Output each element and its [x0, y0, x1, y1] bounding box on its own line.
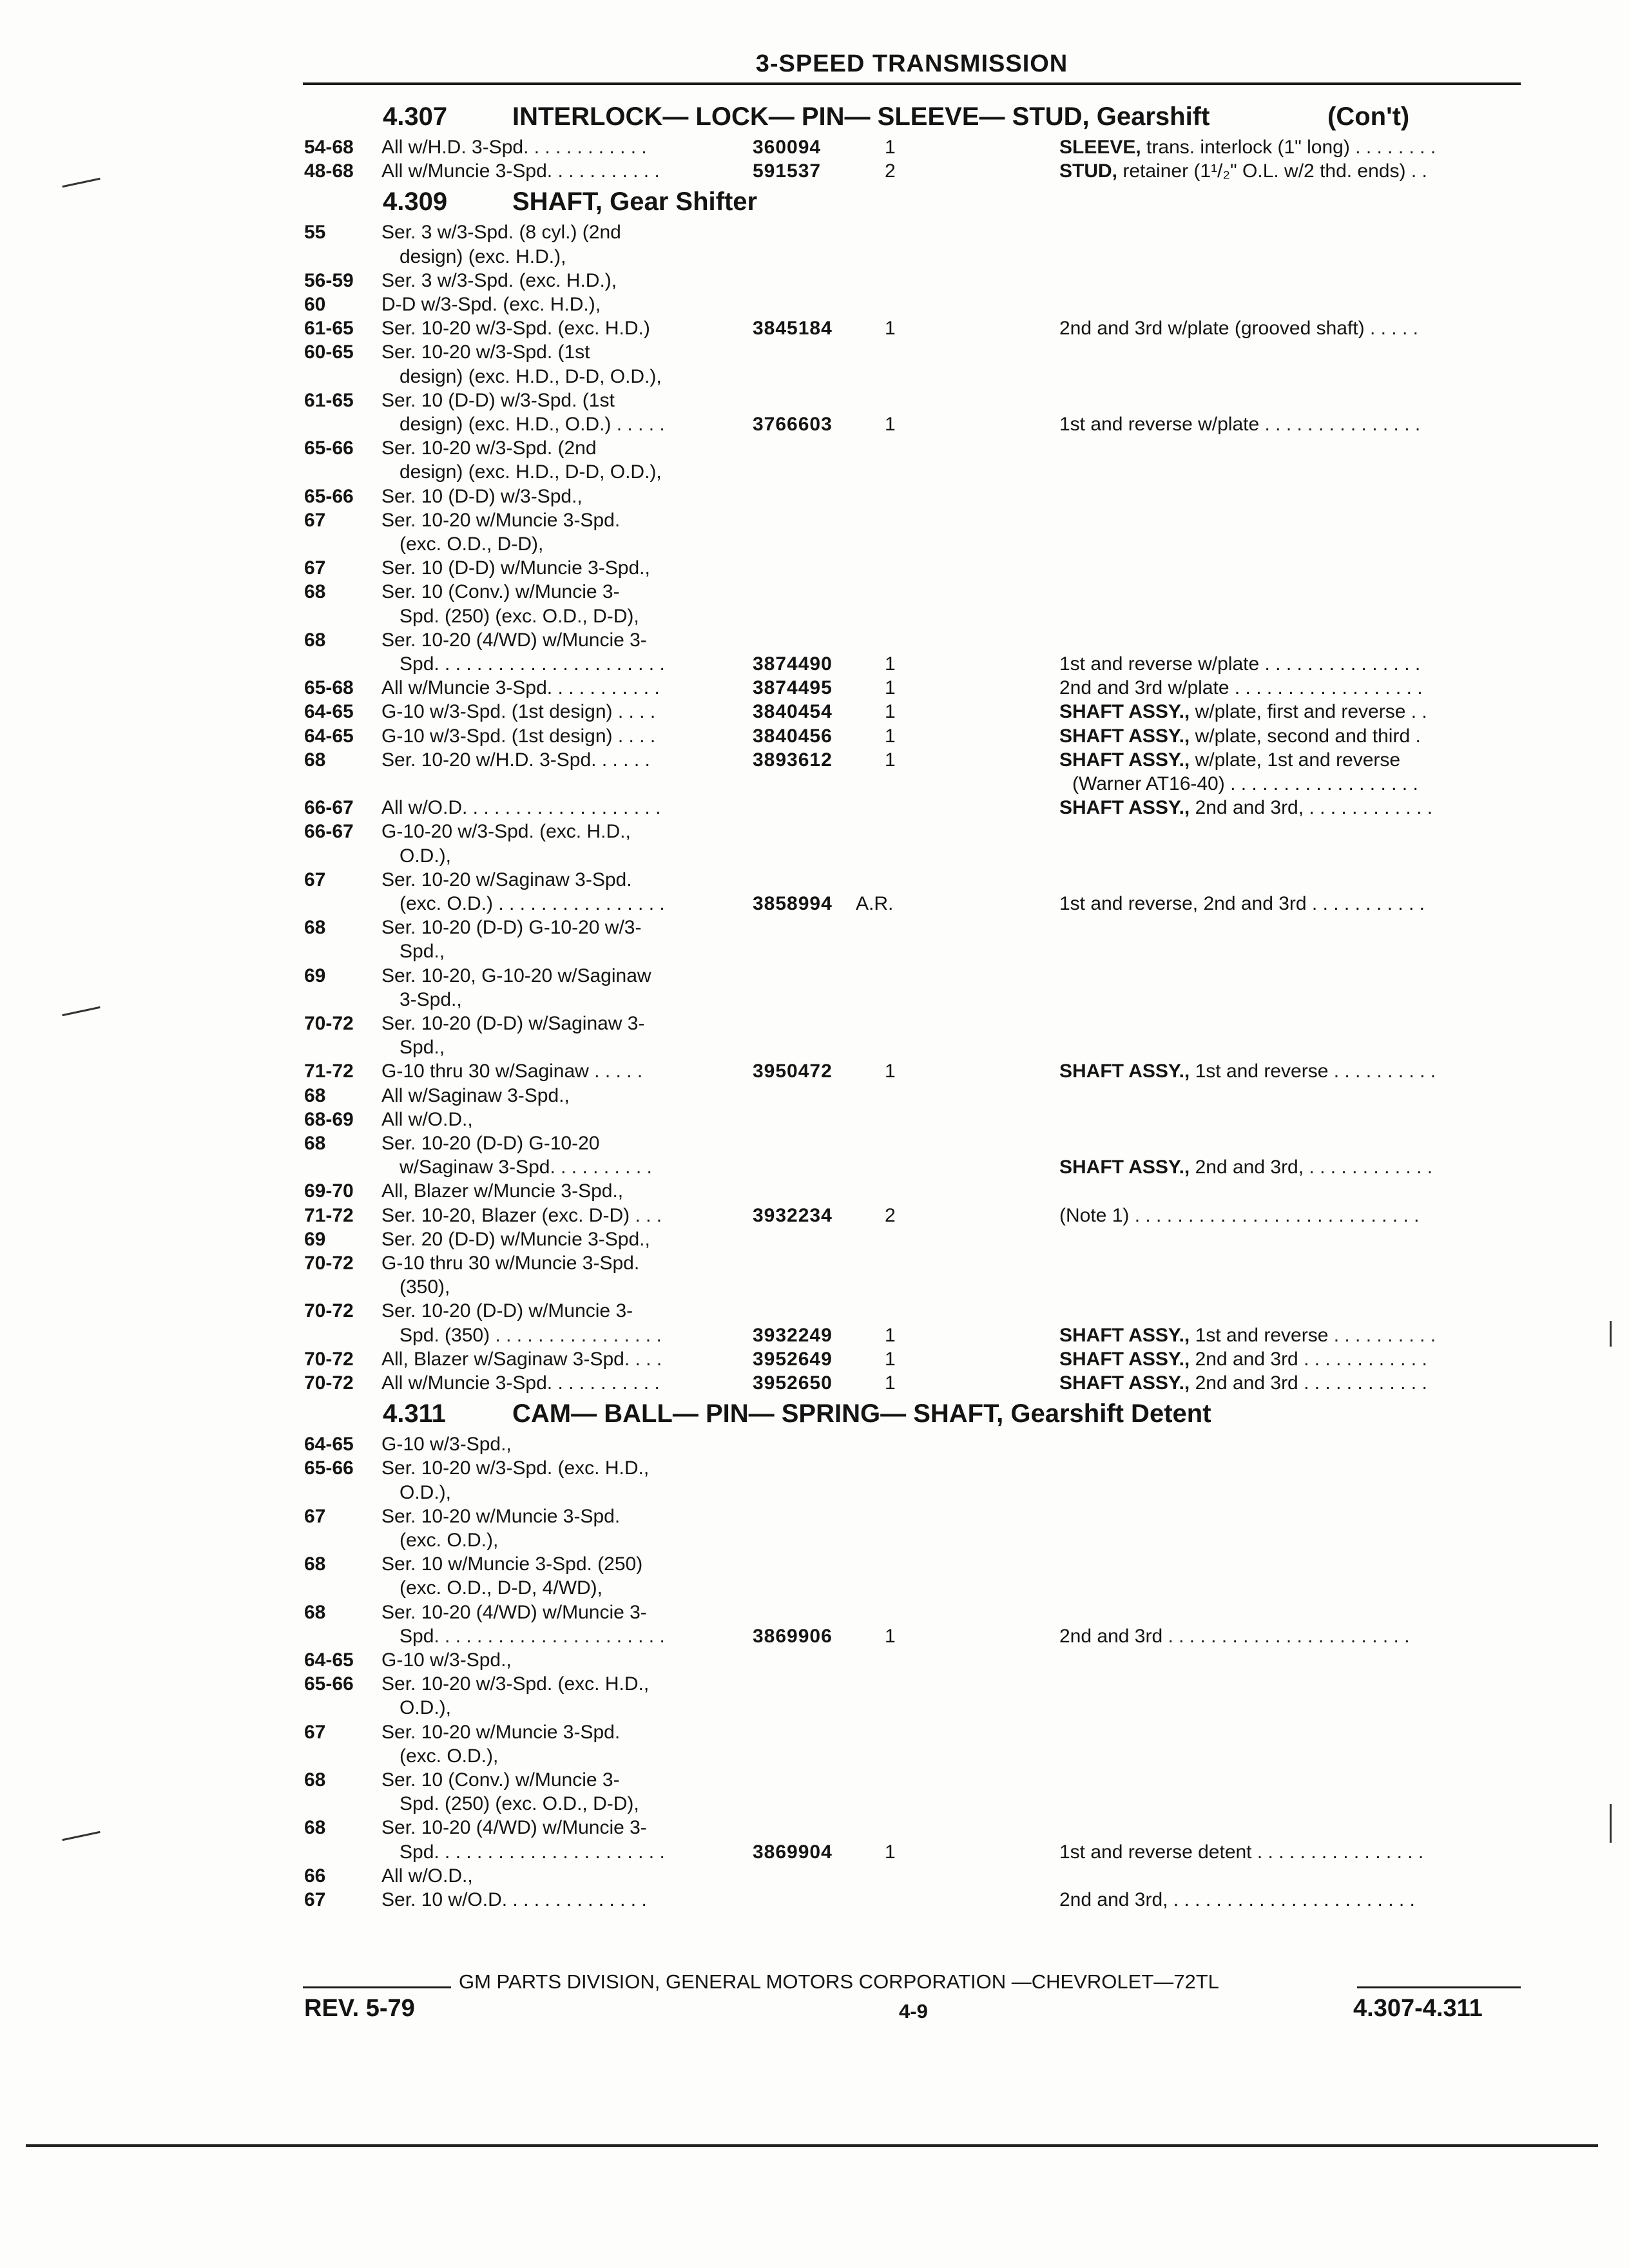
model-year: 48-68: [304, 160, 354, 182]
table-row: [0, 412, 1629, 438]
part-description: SHAFT ASSY., w/plate, second and third .: [1059, 725, 1421, 747]
header-rule: [303, 82, 1521, 85]
scan-bottom-edge: [26, 2144, 1598, 2147]
model-year: 64-65: [304, 1434, 354, 1456]
table-row: [0, 1155, 1629, 1181]
part-number: 3869906: [753, 1625, 833, 1647]
part-description: 2nd and 3rd . . . . . . . . . . . . . . . . . . . . . . .: [1059, 1625, 1410, 1647]
model-year: 70-72: [304, 1372, 354, 1394]
section-number: 4.307: [383, 102, 448, 131]
part-description: 1st and reverse detent . . . . . . . . . . . . . . . .: [1059, 1841, 1424, 1863]
part-number: 3952649: [753, 1348, 833, 1370]
table-row: [0, 1600, 1629, 1626]
table-row: [0, 1251, 1629, 1277]
part-description: SHAFT ASSY., 1st and reverse . . . . . . . . . .: [1059, 1061, 1436, 1082]
table-row: [0, 1768, 1629, 1794]
model-year: 67: [304, 509, 326, 531]
model-year: 54-68: [304, 137, 354, 158]
section-number: 4.311: [383, 1399, 446, 1428]
quantity: 1: [885, 1324, 896, 1346]
table-row: [0, 652, 1629, 678]
table-row: [0, 293, 1629, 318]
model-year: 68: [304, 1133, 326, 1154]
model-year: 69-70: [304, 1180, 354, 1202]
quantity: A.R.: [856, 893, 894, 914]
table-row: [0, 485, 1629, 510]
part-number: 3858994: [753, 893, 833, 914]
table-row: [0, 868, 1629, 894]
model-year: 68: [304, 1817, 326, 1839]
table-row: [0, 676, 1629, 702]
application-description: Ser. 10-20 w/Muncie 3-Spd.: [381, 1505, 621, 1527]
table-row: [0, 1323, 1629, 1349]
table-row: [0, 580, 1629, 606]
model-year: 67: [304, 1721, 326, 1743]
application-description: Spd.,: [400, 1037, 445, 1059]
model-year: 56-59: [304, 269, 354, 291]
scan-edge-mark: [1610, 1804, 1612, 1843]
table-row: [0, 844, 1629, 870]
section-number: 4.309: [383, 187, 448, 216]
table-row: [0, 604, 1629, 630]
table-row: [0, 1179, 1629, 1205]
part-number: 3932249: [753, 1324, 833, 1346]
model-year: 68: [304, 749, 326, 771]
table-row: [0, 1204, 1629, 1229]
footer-section-range: 4.307-4.311: [1353, 1995, 1483, 2022]
model-year: 68: [304, 1769, 326, 1791]
model-year: 65-66: [304, 1673, 354, 1695]
part-number: 591537: [753, 160, 822, 182]
application-description: (exc. O.D., D-D),: [400, 533, 544, 555]
table-row: [0, 1012, 1629, 1037]
application-description: Spd. (350) . . . . . . . . . . . . . . . .: [400, 1324, 662, 1346]
application-description: D-D w/3-Spd. (exc. H.D.),: [381, 294, 601, 315]
table-row: [0, 245, 1629, 271]
table-row: [0, 1624, 1629, 1650]
table-row: [0, 772, 1629, 798]
application-description: All w/O.D.,: [381, 1865, 473, 1887]
model-year: 65-66: [304, 1457, 354, 1479]
model-year: 64-65: [304, 1649, 354, 1671]
section-continued: (Con't): [1327, 102, 1410, 131]
scan-edge-mark: [1610, 1321, 1612, 1347]
application-description: G-10 w/3-Spd. (1st design) . . . .: [381, 701, 656, 723]
table-row: [0, 532, 1629, 558]
application-description: Spd. (250) (exc. O.D., D-D),: [400, 1793, 639, 1815]
model-year: 67: [304, 1505, 326, 1527]
part-description: 1st and reverse, 2nd and 3rd . . . . . . . . . . .: [1059, 893, 1425, 914]
part-number: 3840456: [753, 725, 833, 747]
quantity: 1: [885, 414, 896, 435]
section-title: SHAFT, Gear Shifter: [512, 187, 758, 216]
table-row: [0, 1371, 1629, 1397]
part-number: 3893612: [753, 749, 833, 771]
application-description: design) (exc. H.D., D-D, O.D.),: [400, 461, 662, 483]
table-row: [0, 820, 1629, 845]
application-description: All w/Muncie 3-Spd. . . . . . . . . . .: [381, 1372, 660, 1394]
application-description: Spd. . . . . . . . . . . . . . . . . . . . . .: [400, 653, 665, 675]
section-title: INTERLOCK— LOCK— PIN— SLEEVE— STUD, Gearshift: [512, 102, 1210, 131]
quantity: 1: [885, 653, 896, 675]
application-description: w/Saginaw 3-Spd. . . . . . . . . .: [400, 1157, 652, 1178]
application-description: design) (exc. H.D.),: [400, 245, 566, 267]
quantity: 1: [885, 725, 896, 747]
part-description: SHAFT ASSY., w/plate, first and reverse . .: [1059, 701, 1427, 723]
application-description: (exc. O.D.),: [400, 1745, 499, 1767]
section-title: CAM— BALL— PIN— SPRING— SHAFT, Gearshift Detent: [512, 1399, 1211, 1428]
model-year: 70-72: [304, 1013, 354, 1034]
application-description: Ser. 10 (D-D) w/3-Spd.,: [381, 485, 583, 507]
table-row: [0, 508, 1629, 534]
model-year: 68: [304, 917, 326, 939]
application-description: Ser. 10-20 (D-D) w/Saginaw 3-: [381, 1013, 645, 1034]
table-row: [0, 1576, 1629, 1602]
table-row: [0, 556, 1629, 582]
footer-rule-right: [1357, 1986, 1521, 1988]
application-description: G-10 w/3-Spd.,: [381, 1434, 512, 1456]
table-row: [0, 748, 1629, 774]
table-row: [0, 1456, 1629, 1482]
table-row: [0, 1084, 1629, 1110]
model-year: 70-72: [304, 1253, 354, 1274]
table-row: [0, 1792, 1629, 1818]
application-description: Ser. 10 w/O.D. . . . . . . . . . . . . .: [381, 1889, 647, 1910]
application-description: Ser. 10-20 (4/WD) w/Muncie 3-: [381, 1817, 647, 1839]
page-header: 3-SPEED TRANSMISSION: [755, 50, 1068, 77]
table-row: [0, 1816, 1629, 1841]
part-description: 1st and reverse w/plate . . . . . . . . . . . . . . .: [1059, 653, 1421, 675]
application-description: Ser. 10 (Conv.) w/Muncie 3-: [381, 1769, 620, 1791]
application-description: All w/H.D. 3-Spd. . . . . . . . . . . .: [381, 137, 647, 158]
footer-rule-left: [303, 1986, 451, 1988]
part-number: 360094: [753, 137, 822, 158]
application-description: G-10 w/3-Spd.,: [381, 1649, 512, 1671]
table-row: [0, 1481, 1629, 1506]
part-number: 3869904: [753, 1841, 833, 1863]
application-description: design) (exc. H.D., D-D, O.D.),: [400, 365, 662, 387]
application-description: Ser. 10 (D-D) w/Muncie 3-Spd.,: [381, 557, 650, 579]
application-description: Ser. 10-20 w/3-Spd. (exc. H.D.,: [381, 1673, 650, 1695]
model-year: 67: [304, 557, 326, 579]
table-row: [0, 1744, 1629, 1770]
application-description: Ser. 10-20 w/Saginaw 3-Spd.: [381, 869, 632, 890]
application-description: Ser. 20 (D-D) w/Muncie 3-Spd.,: [381, 1228, 650, 1250]
application-description: Ser. 10-20, Blazer (exc. D-D) . . .: [381, 1204, 662, 1226]
model-year: 70-72: [304, 1348, 354, 1370]
table-row: [0, 269, 1629, 294]
model-year: 60: [304, 294, 326, 315]
model-year: 64-65: [304, 701, 354, 723]
quantity: 1: [885, 1061, 896, 1082]
model-year: 67: [304, 869, 326, 890]
application-description: O.D.),: [400, 845, 451, 867]
application-description: Ser. 10-20 w/3-Spd. (exc. H.D.): [381, 318, 650, 340]
application-description: All, Blazer w/Saginaw 3-Spd. . . .: [381, 1348, 662, 1370]
model-year: 60-65: [304, 341, 354, 363]
table-row: [0, 1227, 1629, 1253]
model-year: 68-69: [304, 1108, 354, 1130]
part-description: SHAFT ASSY., 2nd and 3rd . . . . . . . . . . . .: [1059, 1348, 1427, 1370]
table-row: [0, 1275, 1629, 1301]
table-row: [0, 1528, 1629, 1554]
application-description: Ser. 3 w/3-Spd. (8 cyl.) (2nd: [381, 222, 621, 244]
part-number: 3874495: [753, 677, 833, 699]
application-description: All w/Muncie 3-Spd. . . . . . . . . . .: [381, 677, 660, 699]
application-description: Ser. 10-20 w/H.D. 3-Spd. . . . . .: [381, 749, 650, 771]
model-year: 68: [304, 1553, 326, 1575]
application-description: Ser. 10-20 (D-D) G-10-20 w/3-: [381, 917, 642, 939]
application-description: Ser. 10-20 w/Muncie 3-Spd.: [381, 509, 621, 531]
table-row: [0, 436, 1629, 462]
part-number: 3845184: [753, 318, 833, 340]
part-description: 2nd and 3rd, . . . . . . . . . . . . . . . . . . . . . . .: [1059, 1889, 1415, 1910]
application-description: Ser. 10 (D-D) w/3-Spd. (1st: [381, 389, 615, 411]
quantity: 1: [885, 318, 896, 340]
quantity: 1: [885, 1372, 896, 1394]
quantity: 1: [885, 1841, 896, 1863]
application-description: O.D.),: [400, 1697, 451, 1719]
table-row: [0, 1035, 1629, 1061]
part-description: (Warner AT16-40) . . . . . . . . . . . . . . . . . .: [1072, 773, 1418, 794]
table-row: [0, 628, 1629, 654]
table-row: [0, 1864, 1629, 1890]
model-year: 66-67: [304, 821, 354, 843]
table-row: [0, 1720, 1629, 1746]
model-year: 61-65: [304, 318, 354, 340]
model-year: 68: [304, 1601, 326, 1623]
table-row: [0, 460, 1629, 486]
quantity: 1: [885, 701, 896, 723]
application-description: Ser. 10-20 (4/WD) w/Muncie 3-: [381, 1601, 647, 1623]
part-description: SHAFT ASSY., 1st and reverse . . . . . . . . . .: [1059, 1324, 1436, 1346]
table-row: [0, 1840, 1629, 1866]
application-description: G-10-20 w/3-Spd. (exc. H.D.,: [381, 821, 631, 843]
model-year: 65-66: [304, 485, 354, 507]
part-description: SLEEVE, trans. interlock (1" long) . . . . . . . .: [1059, 137, 1436, 158]
part-number: 3840454: [753, 701, 833, 723]
table-row: [0, 1059, 1629, 1085]
application-description: Ser. 10-20, G-10-20 w/Saginaw: [381, 965, 651, 986]
table-row: [0, 1672, 1629, 1698]
application-description: (350),: [400, 1276, 450, 1298]
table-row: [0, 316, 1629, 342]
footer-revision: REV. 5-79: [304, 1995, 415, 2022]
model-year: 55: [304, 222, 326, 244]
table-row: [0, 389, 1629, 414]
application-description: All, Blazer w/Muncie 3-Spd.,: [381, 1180, 624, 1202]
application-description: G-10 thru 30 w/Saginaw . . . . .: [381, 1061, 643, 1082]
table-row: [0, 135, 1629, 161]
table-row: [0, 700, 1629, 726]
table-row: [0, 724, 1629, 750]
part-description: 2nd and 3rd w/plate . . . . . . . . . . . . . . . . . .: [1059, 677, 1423, 699]
application-description: O.D.),: [400, 1481, 451, 1503]
quantity: 1: [885, 1348, 896, 1370]
application-description: Spd. . . . . . . . . . . . . . . . . . . . . .: [400, 1625, 665, 1647]
part-description: 2nd and 3rd w/plate (grooved shaft) . . . . .: [1059, 318, 1418, 340]
application-description: (exc. O.D.),: [400, 1530, 499, 1551]
model-year: 68: [304, 581, 326, 603]
table-row: [0, 796, 1629, 822]
model-year: 69: [304, 965, 326, 986]
table-row: [0, 1131, 1629, 1157]
table-row: [0, 916, 1629, 941]
table-row: [0, 1648, 1629, 1674]
part-number: 3874490: [753, 653, 833, 675]
table-row: [0, 365, 1629, 390]
part-description: (Note 1) . . . . . . . . . . . . . . . . . . . . . . . . . . .: [1059, 1204, 1420, 1226]
table-row: [0, 1888, 1629, 1914]
application-description: All w/Saginaw 3-Spd.,: [381, 1084, 570, 1106]
part-description: 1st and reverse w/plate . . . . . . . . . . . . . . .: [1059, 414, 1421, 435]
quantity: 2: [885, 1204, 896, 1226]
part-description: SHAFT ASSY., 2nd and 3rd . . . . . . . . . . . .: [1059, 1372, 1427, 1394]
part-description: STUD, retainer (1¹/₂" O.L. w/2 thd. ends) . .: [1059, 160, 1427, 182]
quantity: 2: [885, 160, 896, 182]
application-description: All w/Muncie 3-Spd. . . . . . . . . . .: [381, 160, 660, 182]
application-description: All w/O.D.,: [381, 1108, 473, 1130]
model-year: 68: [304, 1084, 326, 1106]
quantity: 1: [885, 1625, 896, 1647]
table-row: [0, 892, 1629, 918]
application-description: Ser. 10-20 w/3-Spd. (2nd: [381, 437, 597, 459]
quantity: 1: [885, 137, 896, 158]
application-description: 3-Spd.,: [400, 988, 462, 1010]
application-description: Ser. 3 w/3-Spd. (exc. H.D.),: [381, 269, 617, 291]
table-row: [0, 939, 1629, 965]
model-year: 64-65: [304, 725, 354, 747]
part-number: 3766603: [753, 414, 833, 435]
model-year: 71-72: [304, 1061, 354, 1082]
application-description: All w/O.D. . . . . . . . . . . . . . . . . . .: [381, 797, 661, 819]
model-year: 65-68: [304, 677, 354, 699]
application-description: Ser. 10 (Conv.) w/Muncie 3-: [381, 581, 620, 603]
application-description: Spd.,: [400, 941, 445, 963]
table-row: [0, 1108, 1629, 1133]
quantity: 1: [885, 749, 896, 771]
table-row: [0, 988, 1629, 1014]
part-number: 3950472: [753, 1061, 833, 1082]
application-description: G-10 thru 30 w/Muncie 3-Spd.: [381, 1253, 640, 1274]
application-description: design) (exc. H.D., O.D.) . . . . .: [400, 414, 665, 435]
table-row: [0, 1347, 1629, 1373]
application-description: (exc. O.D.) . . . . . . . . . . . . . . . .: [400, 893, 665, 914]
footer-corp: GM PARTS DIVISION, GENERAL MOTORS CORPORATION —CHEVROLET—72TL: [459, 1970, 1219, 1993]
quantity: 1: [885, 677, 896, 699]
table-row: [0, 220, 1629, 246]
application-description: Spd. . . . . . . . . . . . . . . . . . . . . .: [400, 1841, 665, 1863]
part-number: 3932234: [753, 1204, 833, 1226]
model-year: 65-66: [304, 437, 354, 459]
part-description: SHAFT ASSY., w/plate, 1st and reverse: [1059, 749, 1401, 771]
part-description: SHAFT ASSY., 2nd and 3rd, . . . . . . . . . . . .: [1059, 797, 1433, 819]
model-year: 66-67: [304, 797, 354, 819]
part-number: 3952650: [753, 1372, 833, 1394]
application-description: (exc. O.D., D-D, 4/WD),: [400, 1577, 602, 1599]
table-row: [0, 1432, 1629, 1458]
model-year: 61-65: [304, 389, 354, 411]
table-row: [0, 159, 1629, 185]
table-row: [0, 1552, 1629, 1578]
table-row: [0, 1504, 1629, 1530]
footer-page-number: 4-9: [899, 2000, 928, 2023]
part-description: SHAFT ASSY., 2nd and 3rd, . . . . . . . . . . . .: [1059, 1157, 1433, 1178]
application-description: Ser. 10-20 w/3-Spd. (exc. H.D.,: [381, 1457, 650, 1479]
application-description: G-10 w/3-Spd. (1st design) . . . .: [381, 725, 656, 747]
application-description: Ser. 10-20 (4/WD) w/Muncie 3-: [381, 629, 647, 651]
table-row: [0, 964, 1629, 990]
application-description: Ser. 10-20 w/3-Spd. (1st: [381, 341, 590, 363]
model-year: 70-72: [304, 1300, 354, 1322]
application-description: Spd. (250) (exc. O.D., D-D),: [400, 605, 639, 627]
model-year: 69: [304, 1228, 326, 1250]
application-description: Ser. 10-20 (D-D) G-10-20: [381, 1133, 600, 1154]
model-year: 66: [304, 1865, 326, 1887]
table-row: [0, 340, 1629, 366]
application-description: Ser. 10 w/Muncie 3-Spd. (250): [381, 1553, 643, 1575]
model-year: 68: [304, 629, 326, 651]
application-description: Ser. 10-20 w/Muncie 3-Spd.: [381, 1721, 621, 1743]
model-year: 71-72: [304, 1204, 354, 1226]
table-row: [0, 1696, 1629, 1722]
application-description: Ser. 10-20 (D-D) w/Muncie 3-: [381, 1300, 633, 1322]
model-year: 67: [304, 1889, 326, 1910]
table-row: [0, 1299, 1629, 1325]
